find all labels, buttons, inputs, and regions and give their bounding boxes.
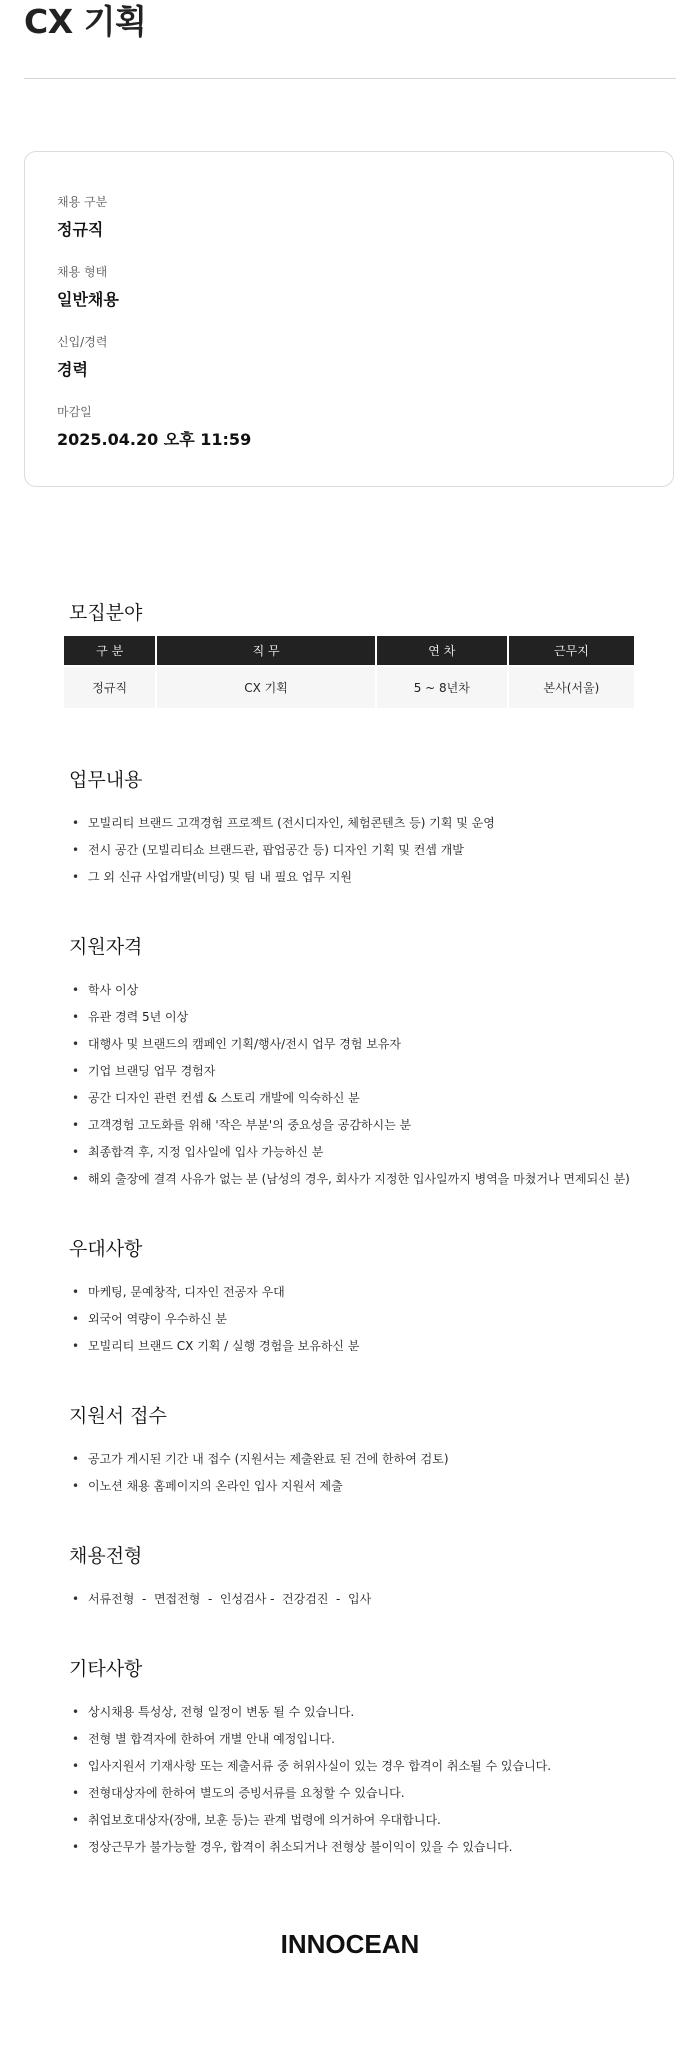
deadline-field	[57, 404, 673, 474]
list-item: • 상시채용 특성상, 전형 일정이 변동 될 수 있습니다.	[64, 1704, 644, 1721]
duties-list	[64, 815, 644, 886]
list-item: • 유관 경력 5년 이상	[64, 1009, 644, 1026]
list-item: • 해외 출장에 결격 사유가 없는 분 (남성의 경우, 회사가 지정한 입사일까지 병역을 마쳤거나 면제되신 분)	[64, 1171, 644, 1188]
process-list	[64, 1591, 644, 1608]
list-item: • 정상근무가 불가능할 경우, 합격이 취소되거나 전형상 불이익이 있을 수 있습니다.	[64, 1839, 644, 1856]
title-divider	[24, 78, 676, 79]
duties-title: 업무내용	[69, 769, 143, 791]
employment-category-field	[57, 194, 673, 264]
employment-category-label: 채용 구분	[57, 195, 108, 209]
table-header-row	[64, 636, 634, 665]
career-level-value: 경력	[57, 360, 88, 379]
preferred-title: 우대사항	[69, 1238, 143, 1260]
list-item: • 공간 디자인 관련 컨셉 & 스토리 개발에 익숙하신 분	[64, 1090, 644, 1107]
list-item: • 전시 공간 (모빌리티쇼 브랜드관, 팝업공간 등) 디자인 기획 및 컨셉 개발	[64, 842, 644, 859]
list-item: • 학사 이상	[64, 982, 644, 999]
recruit-field-title: 모집분야	[69, 602, 143, 624]
list-item: • 기업 브랜딩 업무 경험자	[64, 1063, 644, 1080]
list-item: • 이노션 채용 홈페이지의 온라인 입사 지원서 제출	[64, 1478, 644, 1495]
list-item: • 모빌리티 브랜드 고객경험 프로젝트 (전시디자인, 체험콘텐츠 등) 기획 및 운영	[64, 815, 644, 832]
process-title: 채용전형	[69, 1545, 143, 1567]
table-cell-category: 정규직	[64, 665, 155, 708]
duties-section	[64, 767, 644, 896]
etc-list	[64, 1704, 644, 1856]
list-item: • 마케팅, 문예창작, 디자인 전공자 우대	[64, 1284, 644, 1301]
deadline-label: 마감일	[57, 405, 92, 419]
application-section	[64, 1403, 644, 1505]
list-item: • 모빌리티 브랜드 CX 기획 / 실행 경험을 보유하신 분	[64, 1338, 644, 1355]
table-cell-years: 5 ~ 8년차	[377, 665, 507, 708]
deadline-value: 2025.04.20 오후 11:59	[57, 430, 252, 449]
preferred-list	[64, 1284, 644, 1355]
employment-type-label: 채용 형태	[57, 265, 108, 279]
table-header-job: 직 무	[157, 636, 374, 665]
job-summary-card	[24, 151, 674, 487]
recruit-field-section	[64, 600, 644, 708]
employment-type-value: 일반채용	[57, 290, 119, 309]
employment-type-field	[57, 264, 673, 334]
table-header-years: 연 차	[377, 636, 507, 665]
employment-category-value: 정규직	[57, 220, 104, 239]
qualifications-section	[64, 934, 644, 1198]
table-row	[64, 665, 634, 708]
preferred-section	[64, 1236, 644, 1365]
list-item: • 전형대상자에 한하여 별도의 증빙서류를 요청할 수 있습니다.	[64, 1785, 644, 1802]
list-item: • 그 외 신규 사업개발(비딩) 및 팀 내 필요 업무 지원	[64, 869, 644, 886]
process-section	[64, 1543, 644, 1618]
etc-title: 기타사항	[69, 1658, 143, 1680]
career-level-field	[57, 334, 673, 404]
qualifications-list	[64, 982, 644, 1188]
table-cell-job: CX 기획	[157, 665, 374, 708]
list-item: • 외국어 역량이 우수하신 분	[64, 1311, 644, 1328]
list-item: • 전형 별 합격자에 한하여 개별 안내 예정입니다.	[64, 1731, 644, 1748]
list-item: • 최종합격 후, 지정 입사일에 입사 가능하신 분	[64, 1144, 644, 1161]
application-list	[64, 1451, 644, 1495]
list-item: • 입사지원서 기재사항 또는 제출서류 중 허위사실이 있는 경우 합격이 취소될 수 있습니다.	[64, 1758, 644, 1775]
career-level-label: 신입/경력	[57, 335, 108, 349]
qualifications-title: 지원자격	[69, 936, 143, 958]
etc-section	[64, 1656, 644, 1866]
list-item: • 서류전형 - 면접전형 - 인성검사 - 건강검진 - 입사	[64, 1591, 644, 1608]
list-item: • 공고가 게시된 기간 내 접수 (지원서는 제출완료 된 건에 한하여 검토)	[64, 1451, 644, 1468]
page-title: CX 기획	[24, 2, 147, 41]
table-header-location: 근무지	[509, 636, 634, 665]
application-title: 지원서 접수	[69, 1405, 167, 1427]
innocean-logo: INNOCEAN	[280, 1929, 420, 1959]
list-item: • 대행사 및 브랜드의 캠페인 기획/행사/전시 업무 경험 보유자	[64, 1036, 644, 1053]
recruit-field-table	[62, 636, 636, 708]
table-header-category: 구 분	[64, 636, 155, 665]
list-item: • 고객경험 고도화를 위해 '작은 부분'의 중요성을 공감하시는 분	[64, 1117, 644, 1134]
list-item: • 취업보호대상자(장애, 보훈 등)는 관계 법령에 의거하여 우대합니다.	[64, 1812, 644, 1829]
table-cell-location: 본사(서울)	[509, 665, 634, 708]
